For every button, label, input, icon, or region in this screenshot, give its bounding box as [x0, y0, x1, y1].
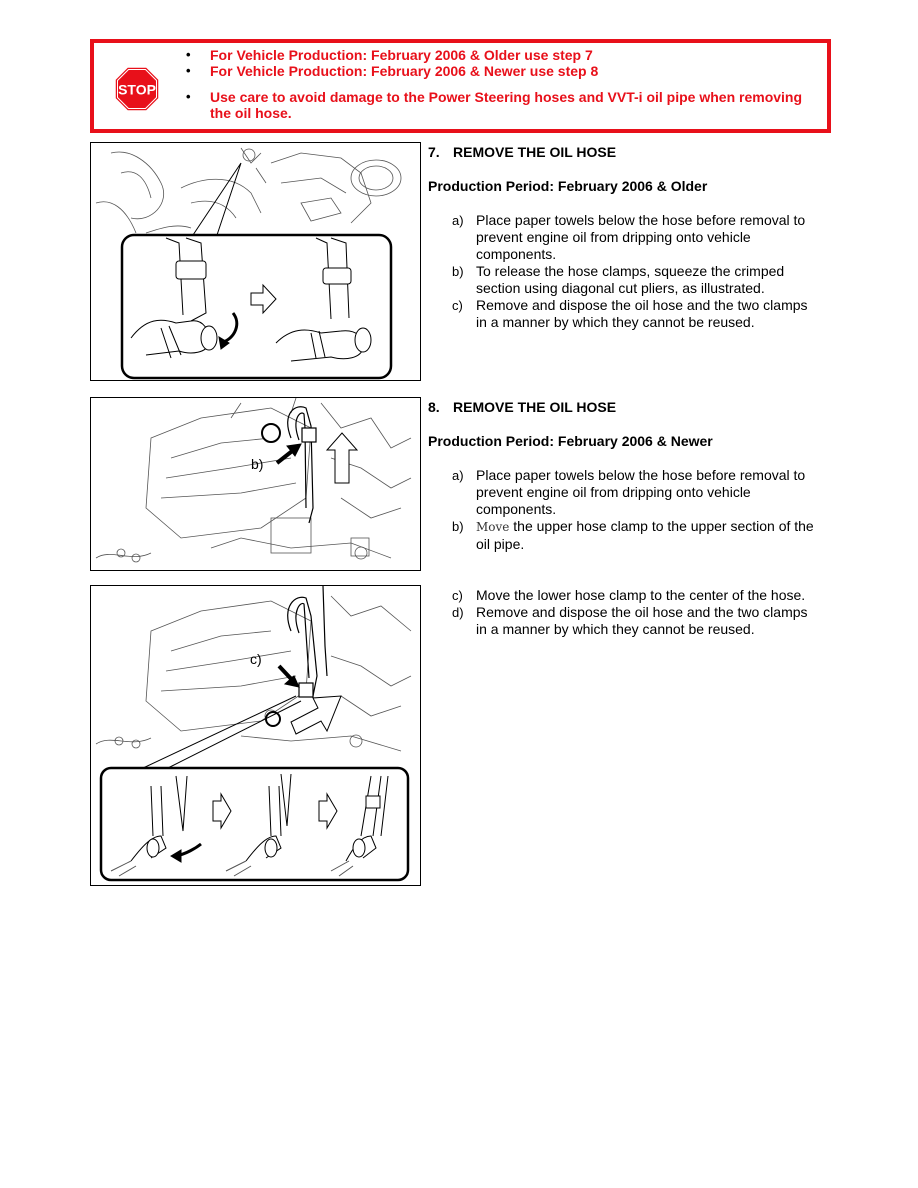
step8-section [428, 399, 828, 553]
item-label: b) [452, 264, 464, 279]
item-word-move: Move [476, 520, 510, 534]
step8-period: Production Period: February 2006 & Newer [428, 433, 713, 449]
step8-upper-illustration [91, 398, 420, 570]
warning-bullet-2: • For Vehicle Production: February 2006 & Newer use step 8 [184, 63, 814, 79]
fig3-callout: c) [250, 651, 262, 667]
step8-number: 8. [428, 399, 440, 415]
step7-list [428, 212, 828, 331]
list-item [428, 212, 828, 263]
item-text: Move the lower hose clamp to the center of the hose. [476, 587, 806, 603]
item-label: b) [452, 519, 464, 534]
list-item [428, 604, 828, 638]
figure-step8-upper-clamp [90, 397, 421, 571]
step8-continued-section [428, 587, 828, 638]
step8-list [428, 467, 828, 553]
item-text: Remove and dispose the oil hose and the two clamps in a manner by which they cannot be reused. [476, 297, 808, 330]
stop-text: STOP [118, 81, 156, 98]
item-label: d) [452, 605, 464, 620]
list-item [428, 518, 828, 553]
item-label: c) [452, 588, 463, 603]
item-label: a) [452, 468, 464, 483]
list-item [428, 297, 828, 331]
fig2-callout: b) [251, 456, 264, 472]
item-label: c) [452, 298, 463, 313]
warning-list [184, 47, 814, 121]
list-item [428, 263, 828, 297]
list-item [428, 467, 828, 518]
figure-step7-hose-clamps [90, 142, 421, 381]
step8-lower-illustration [91, 586, 420, 885]
warning-box [90, 39, 831, 133]
warning-bullet-1: • For Vehicle Production: February 2006 & Older use step 7 [184, 47, 814, 63]
step8-list-continued [428, 587, 828, 638]
step7-heading [428, 144, 828, 161]
step7-period: Production Period: February 2006 & Older [428, 178, 708, 194]
step7-illustration [91, 143, 420, 380]
item-text: the upper hose clamp to the upper section of the oil pipe. [476, 518, 814, 552]
step8-title: REMOVE THE OIL HOSE [453, 399, 617, 415]
step8-heading [428, 399, 828, 416]
warning-bullet-3: • Use care to avoid damage to the Power Steering hoses and VVT-i oil pipe when removing the oil hose. [184, 89, 814, 121]
step7-section [428, 144, 828, 331]
item-label: a) [452, 213, 464, 228]
item-text: Remove and dispose the oil hose and the two clamps in a manner by which they cannot be reused. [476, 604, 808, 637]
list-item [428, 587, 828, 604]
step7-number: 7. [428, 144, 440, 160]
item-text: Place paper towels below the hose before removal to prevent engine oil from dripping onto vehicle components. [476, 467, 806, 517]
stop-sign-icon [114, 66, 160, 112]
figure-step8-lower-clamp [90, 585, 421, 886]
step7-title: REMOVE THE OIL HOSE [453, 144, 617, 160]
item-text: To release the hose clamps, squeeze the crimped section using diagonal cut pliers, as illustrated. [476, 263, 785, 296]
item-text: Place paper towels below the hose before removal to prevent engine oil from dripping onto vehicle components. [476, 212, 806, 262]
